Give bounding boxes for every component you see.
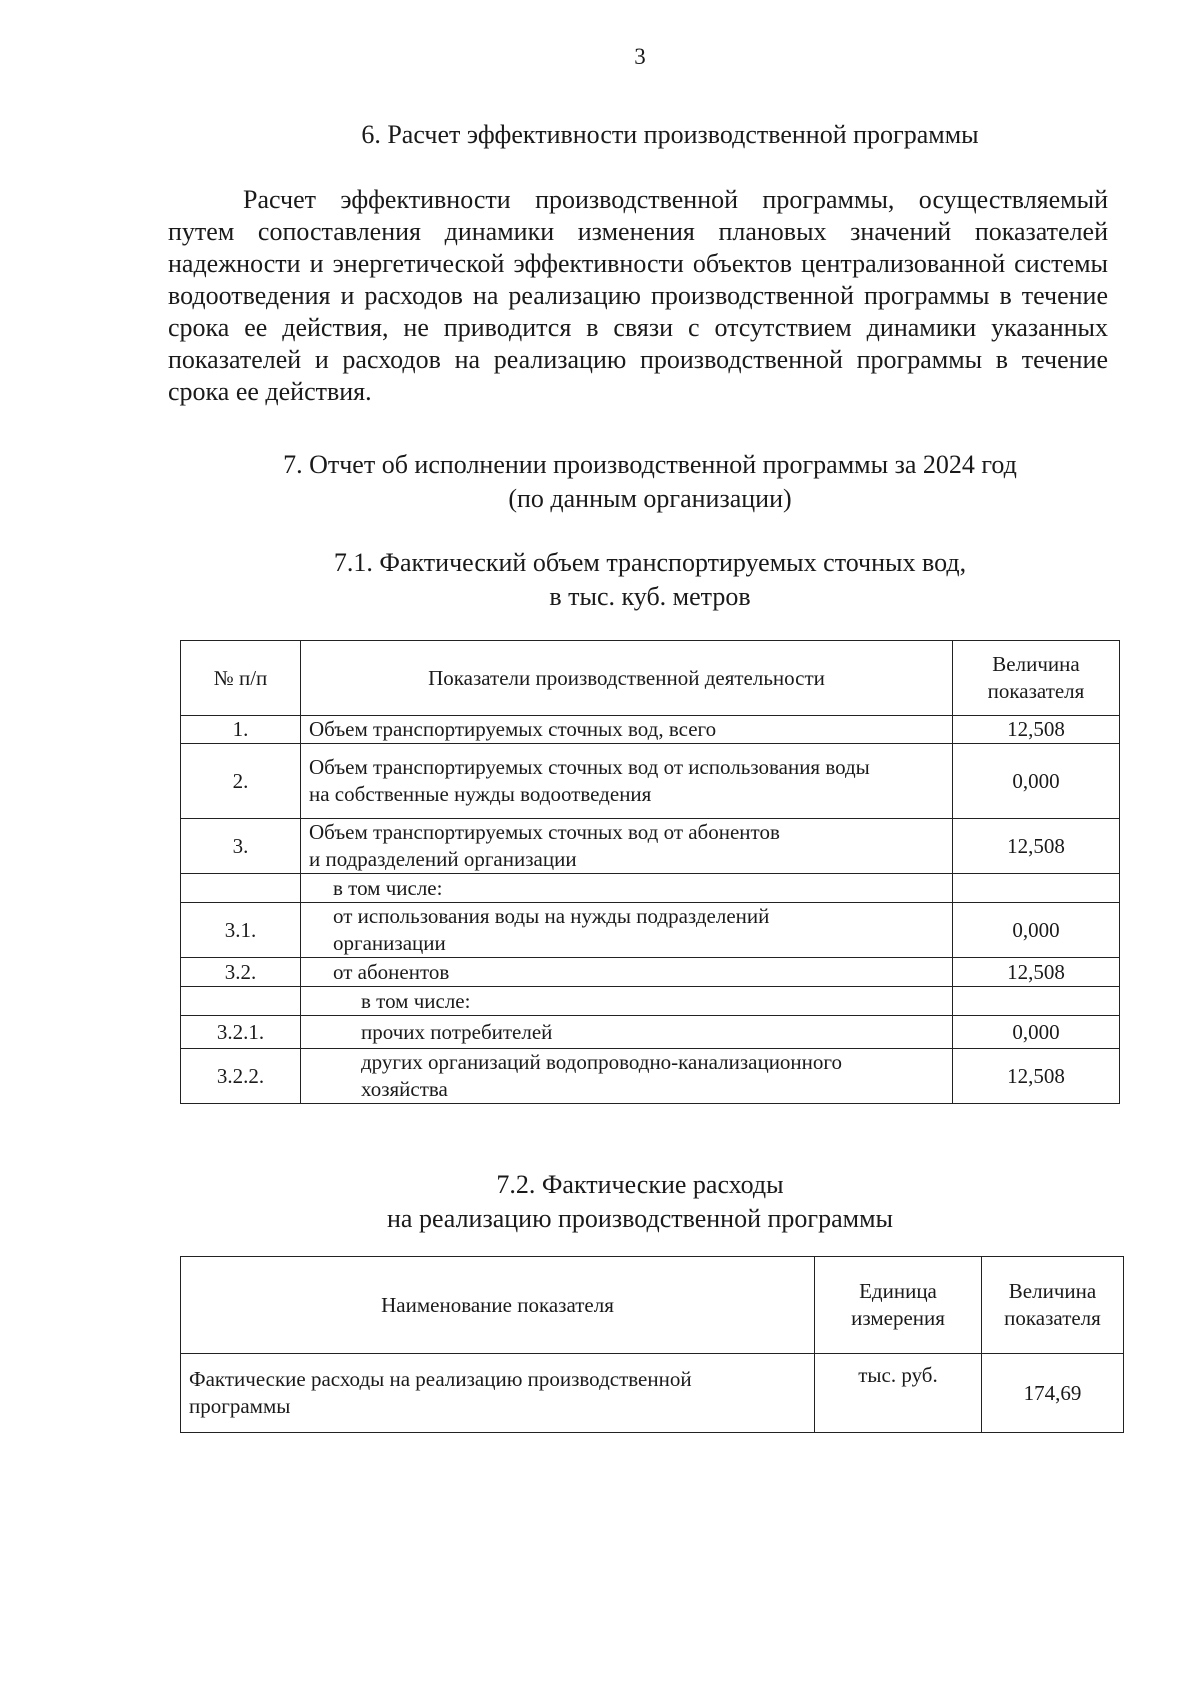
row-num (181, 987, 301, 1016)
section-7-title-line2: (по данным организации) (508, 484, 792, 513)
row-indicator-line1: Объем транспортируемых сточных вод от использования воды (309, 755, 870, 779)
section-6-paragraph: Расчет эффективности производственной программы, осуществляемый путем сопоставления динамики изменения плановых значений показателей надежности и энергетической эффективности объектов централизованной системы водоотведения и расходов на реализацию производственной программы в течение срока ее действия, не приводится в связи с отсутствием динамики указанных показателей и расходов на реализацию производственной программы в течение срока ее действия. (168, 185, 1108, 406)
header-num: № п/п (181, 641, 301, 716)
row-value: 12,508 (953, 958, 1120, 987)
row-value (953, 874, 1120, 903)
row-num: 3.1. (181, 903, 301, 958)
row-num: 2. (181, 744, 301, 819)
section-7-title (180, 448, 1120, 516)
row-num (181, 874, 301, 903)
row-num: 1. (181, 716, 301, 744)
actual-expenses-table (180, 1256, 1124, 1433)
row-name-line2: программы (189, 1394, 291, 1418)
header-value-line1: Величина (992, 652, 1080, 676)
row-indicator: прочих потребителей (301, 1016, 953, 1049)
table-row (181, 716, 1120, 744)
section-7-2-title-line1: 7.2. Фактические расходы (496, 1170, 784, 1199)
row-num: 3.2.2. (181, 1049, 301, 1104)
row-value: 12,508 (953, 716, 1120, 744)
table-row (181, 874, 1120, 903)
section-7-1-title (230, 546, 1070, 614)
row-value: 12,508 (953, 819, 1120, 874)
table-row (181, 1016, 1120, 1049)
row-value: 0,000 (953, 903, 1120, 958)
row-num: 3.2.1. (181, 1016, 301, 1049)
row-indicator (301, 716, 953, 744)
row-value (953, 987, 1120, 1016)
header-value-line2: показателя (1004, 1306, 1101, 1330)
section-6-title: 6. Расчет эффективности производственной программы (361, 120, 979, 149)
table-row (181, 958, 1120, 987)
table-row (181, 819, 1120, 874)
row-indicator-line1: других организаций водопроводно-канализационного (361, 1050, 843, 1074)
row-indicator (301, 903, 953, 958)
table-row (181, 1049, 1120, 1104)
row-indicator (301, 1049, 953, 1104)
table-header-row (181, 641, 1120, 716)
row-indicator: в том числе: (301, 987, 953, 1016)
row-name-line1: Фактические расходы на реализацию производственной (189, 1367, 692, 1391)
header-indicator: Показатели производственной деятельности (301, 641, 953, 716)
row-indicator: от абонентов (301, 958, 953, 987)
row-indicator (301, 744, 953, 819)
row-indicator-line1: Объем транспортируемых сточных вод от абонентов (309, 820, 780, 844)
page-number: 3 (634, 44, 646, 69)
section-7-1-title-line2: в тыс. куб. метров (549, 582, 751, 611)
header-name: Наименование показателя (181, 1257, 815, 1354)
row-num: 3.2. (181, 958, 301, 987)
section-7-title-line1: 7. Отчет об исполнении производственной программы за 2024 год (283, 450, 1017, 479)
row-value: 174,69 (982, 1354, 1124, 1433)
row-indicator-line2: хозяйства (361, 1077, 448, 1101)
table-row (181, 903, 1120, 958)
row-indicator: в том числе: (301, 874, 953, 903)
header-value (982, 1257, 1124, 1354)
row-unit: тыс. руб. (815, 1354, 982, 1433)
header-unit-line2: измерения (851, 1306, 945, 1330)
row-indicator-line2: организации (333, 931, 446, 955)
header-value (953, 641, 1120, 716)
row-value: 0,000 (953, 744, 1120, 819)
table-header-row (181, 1257, 1124, 1354)
row-indicator-line1: Объем транспортируемых сточных вод, всего (309, 717, 717, 741)
table-row (181, 987, 1120, 1016)
row-indicator-line2: на собственные нужды водоотведения (309, 782, 652, 806)
header-unit-line1: Единица (859, 1279, 937, 1303)
header-value-line1: Величина (1008, 1279, 1097, 1303)
header-value-line2: показателя (987, 679, 1085, 703)
section-7-2-title (200, 1168, 1080, 1236)
section-7-2-title-line2: на реализацию производственной программы (386, 1204, 893, 1233)
header-unit (815, 1257, 982, 1354)
row-indicator-line1: от использования воды на нужды подразделений (333, 904, 770, 928)
table-row (181, 744, 1120, 819)
row-indicator (301, 819, 953, 874)
row-name (181, 1354, 815, 1433)
row-value: 0,000 (953, 1016, 1120, 1049)
row-num: 3. (181, 819, 301, 874)
row-value: 12,508 (953, 1049, 1120, 1104)
table-row (181, 1354, 1124, 1433)
wastewater-volume-table (180, 640, 1120, 1104)
row-indicator-line2: и подразделений организации (309, 847, 577, 871)
section-7-1-title-line1: 7.1. Фактический объем транспортируемых сточных вод, (333, 548, 967, 577)
